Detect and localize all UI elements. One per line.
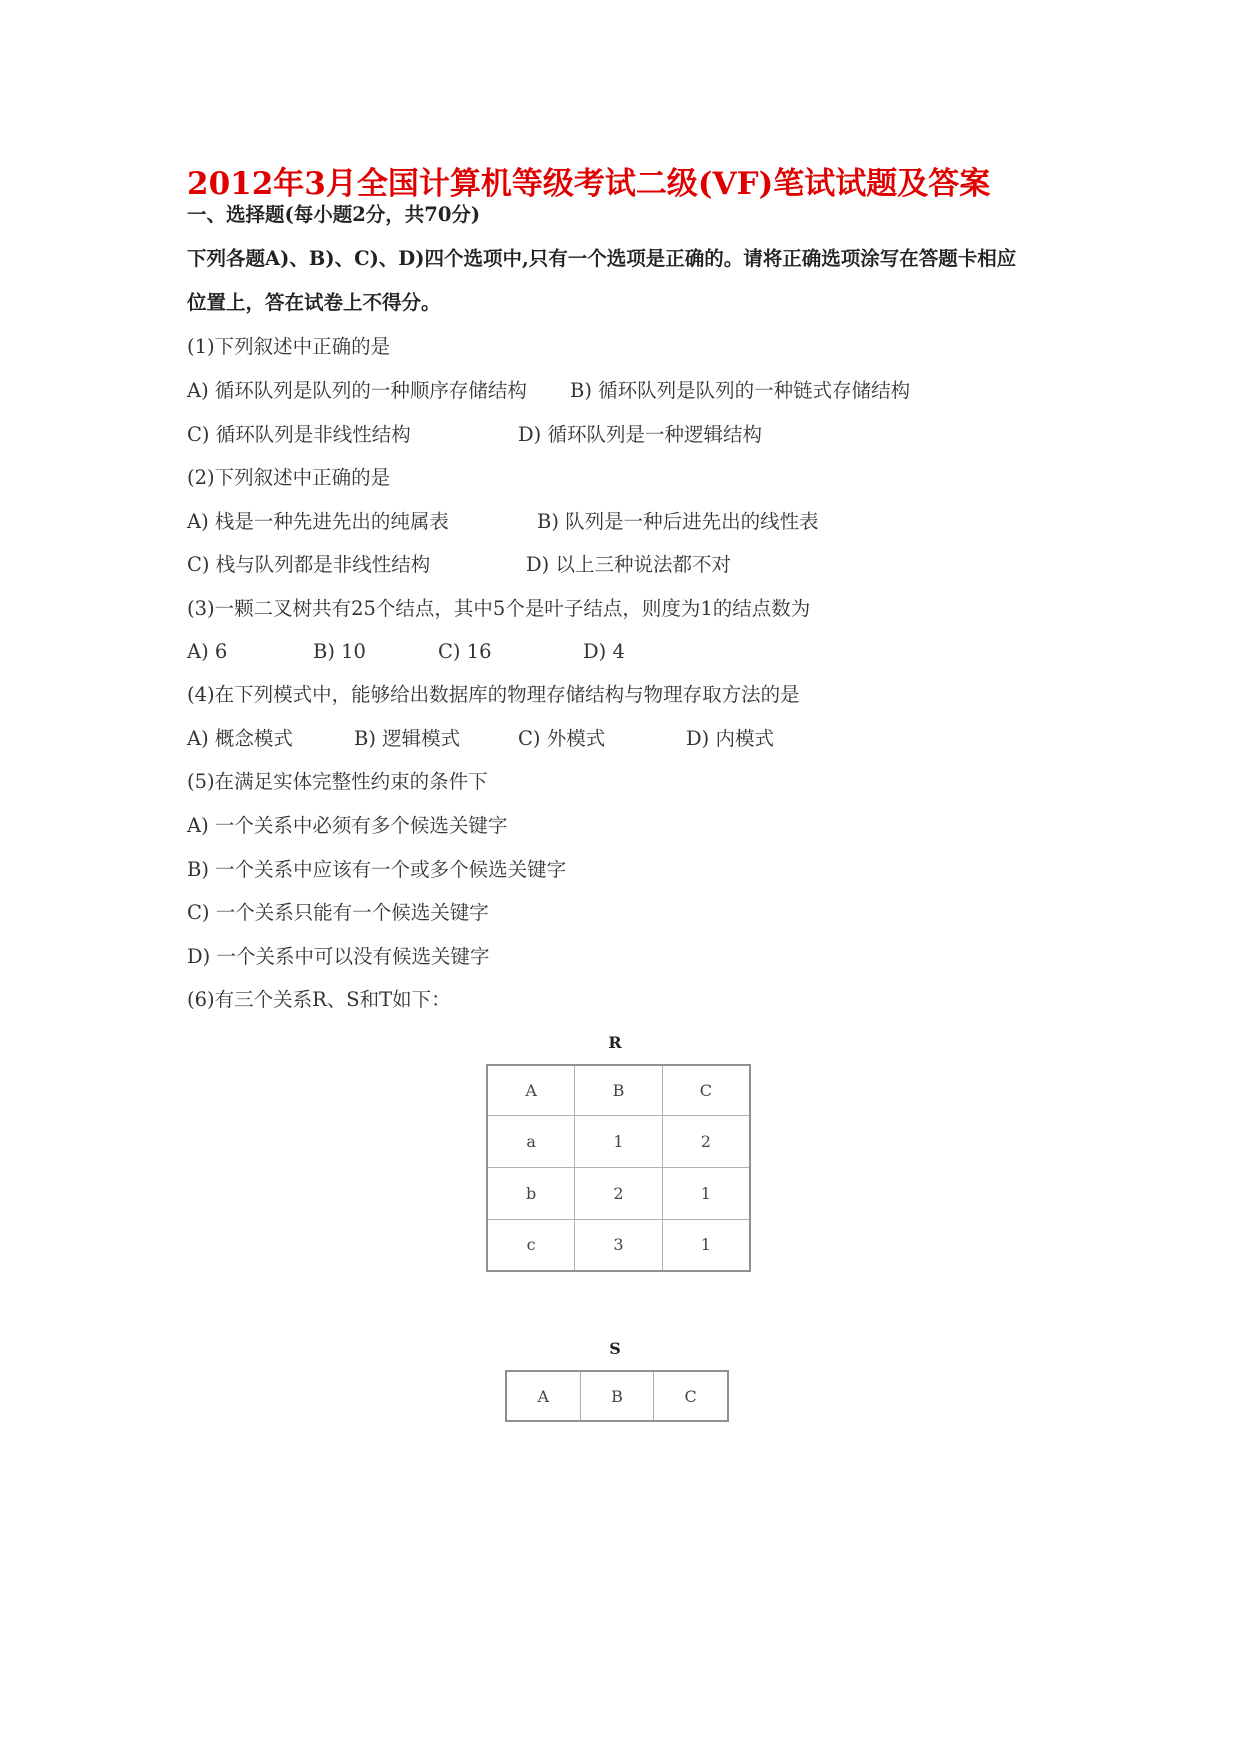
question-2-option-a: A) 栈是一种先进先出的纯属表 [187,510,449,533]
table-header-cell: A [506,1371,580,1421]
table-header-row [487,1065,750,1115]
question-1-option-a: A) 循环队列是队列的一种顺序存储结构 [187,379,527,402]
table-header-cell: C [654,1371,728,1421]
relation-r-table [486,1064,751,1272]
question-5-option-c: C) 一个关系只能有一个候选关键字 [187,901,489,924]
relation-r-label: R [608,1033,622,1052]
table-header-cell: B [580,1371,654,1421]
question-4-option-d: D) 内模式 [686,727,774,750]
question-5-stem: (5)在满足实体完整性约束的条件下 [187,770,488,793]
table-cell: a [487,1115,575,1167]
question-6-stem: (6)有三个关系R、S和T如下： [187,988,451,1011]
question-3-option-c: C) 16 [438,640,492,663]
table-cell: c [487,1219,575,1271]
question-3-stem: (3)一颗二叉树共有25个结点，其中5个是叶子结点，则度为1的结点数为 [187,597,811,620]
table-row [487,1115,750,1167]
page-title: 2012年3月全国计算机等级考试二级(VF)笔试试题及答案 [187,166,991,202]
relation-s-label: S [609,1339,621,1358]
question-4-stem: (4)在下列模式中，能够给出数据库的物理存储结构与物理存取方法的是 [187,683,800,706]
table-cell: 1 [662,1167,750,1219]
question-3-option-b: B) 10 [313,640,366,663]
table-row [487,1167,750,1219]
section-heading: 一、选择题(每小题2分，共70分) [187,203,481,226]
question-5-option-d: D) 一个关系中可以没有候选关键字 [187,945,490,968]
question-3-option-a: A) 6 [187,640,228,663]
table-row [487,1219,750,1271]
question-3-option-d: D) 4 [583,640,625,663]
question-4-option-b: B) 逻辑模式 [354,727,461,750]
question-2-option-d: D) 以上三种说法都不对 [526,553,731,576]
relation-s-table [505,1370,729,1422]
question-5-option-b: B) 一个关系中应该有一个或多个候选关键字 [187,858,567,881]
table-cell: 3 [575,1219,662,1271]
instructions-line-1: 下列各题A)、B)、C)、D)四个选项中,只有一个选项是正确的。请将正确选项涂写在答题卡相应 [187,247,1017,270]
table-header-row [506,1371,728,1421]
question-1-stem: (1)下列叙述中正确的是 [187,335,391,358]
question-2-stem: (2)下列叙述中正确的是 [187,466,391,489]
table-cell: b [487,1167,575,1219]
question-1-option-b: B) 循环队列是队列的一种链式存储结构 [570,379,911,402]
table-header-cell: C [662,1065,750,1115]
table-cell: 2 [662,1115,750,1167]
question-1-option-c: C) 循环队列是非线性结构 [187,423,411,446]
table-cell: 1 [662,1219,750,1271]
table-header-cell: A [487,1065,575,1115]
instructions-line-2: 位置上，答在试卷上不得分。 [187,291,441,314]
question-5-option-a: A) 一个关系中必须有多个候选关键字 [187,814,508,837]
table-cell: 1 [575,1115,662,1167]
table-header-cell: B [575,1065,662,1115]
question-4-option-c: C) 外模式 [518,727,606,750]
table-cell: 2 [575,1167,662,1219]
question-4-option-a: A) 概念模式 [187,727,293,750]
question-1-option-d: D) 循环队列是一种逻辑结构 [518,423,762,446]
question-2-option-b: B) 队列是一种后进先出的线性表 [537,510,819,533]
question-2-option-c: C) 栈与队列都是非线性结构 [187,553,431,576]
